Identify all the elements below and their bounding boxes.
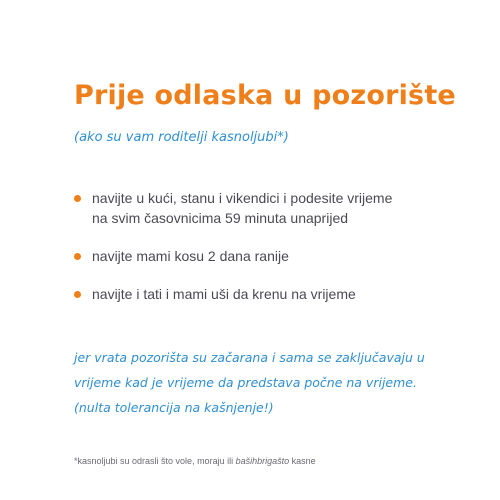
notice-line: (nulta tolerancija na kašnjenje!) [74,400,274,415]
list-item-text: navijte u kući, stanu i vikendici i podesite vrijeme [92,190,393,206]
list-item-text: navijte mami kosu 2 dana ranije [92,248,289,264]
instruction-list [74,188,454,322]
bullet-dot-icon [74,253,81,260]
footnote-emphasis: bašihbrigašto [235,456,290,466]
footnote-suffix: kasne [289,456,316,466]
page-subtitle: (ako su vam roditelji kasnoljubi*) [74,130,289,145]
bullet-dot-icon [74,195,81,202]
list-item [74,284,454,304]
list-item [74,246,454,266]
page-title: Prije odlaska u pozorište [74,80,456,111]
list-item-text: navijte i tati i mami uši da krenu na vrijeme [92,286,356,302]
list-item [74,188,454,228]
footnote [74,455,316,467]
bullet-dot-icon [74,291,81,298]
notice-line: jer vrata pozorišta su začarana i sama se zaključavaju u [74,350,425,365]
notice-text [74,345,474,420]
footnote-prefix: *kasnoljubi su odrasli što vole, moraju ili [74,456,236,466]
list-item-text-continued: na svim časovnicima 59 minuta unaprijed [92,210,349,226]
notice-line: vrijeme kad je vrijeme da predstava počne na vrijeme. [74,375,417,390]
